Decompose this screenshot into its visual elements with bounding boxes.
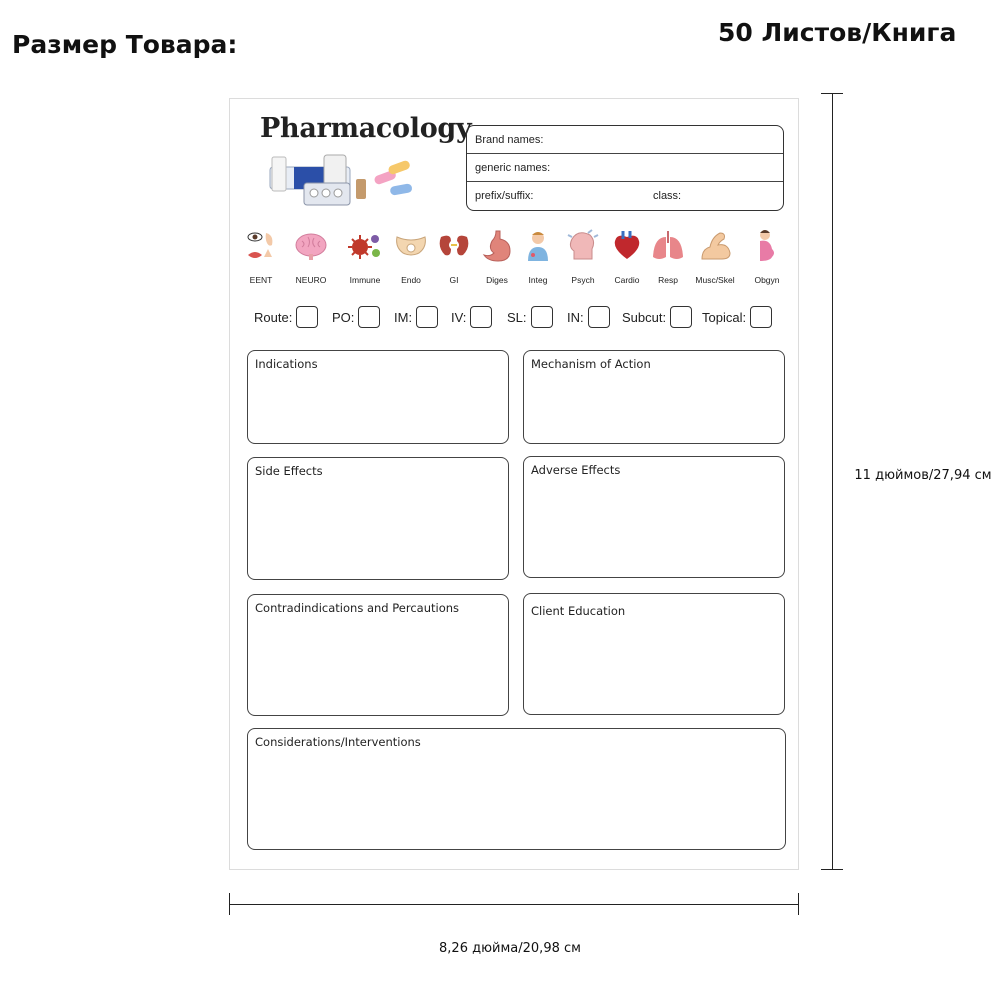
arm-muscle-icon	[698, 229, 732, 263]
body-systems-row	[230, 229, 798, 293]
system-eent	[233, 229, 289, 285]
medicine-illustration-icon	[264, 149, 424, 213]
prefix-suffix-label: prefix/suffix:	[475, 190, 534, 202]
adverse-effects-box[interactable]	[523, 456, 785, 578]
mechanism-box[interactable]	[523, 350, 785, 444]
system-label: Integ	[528, 275, 548, 285]
width-dimension-cap-left	[229, 893, 230, 915]
height-dimension-label: 11 дюймов/27,94 см	[854, 468, 992, 483]
system-label: Musc/Skel	[695, 275, 735, 285]
width-dimension-cap-right	[798, 893, 799, 915]
system-obgyn	[739, 229, 795, 285]
route-checkbox[interactable]	[296, 306, 318, 328]
pelvis-icon	[394, 229, 428, 263]
route-label: IM:	[394, 309, 413, 325]
height-dimension-cap-top	[821, 93, 843, 94]
contraindications-box[interactable]	[247, 594, 509, 716]
generic-names-field[interactable]	[467, 154, 783, 182]
system-label: EENT	[249, 275, 273, 285]
route-label: SL:	[507, 309, 527, 325]
route-subcut	[622, 305, 692, 329]
brand-names-label: Brand names:	[475, 134, 544, 146]
brand-names-field[interactable]	[467, 126, 783, 154]
route-im	[394, 305, 438, 329]
client-education-label: Client Education	[531, 604, 626, 618]
brain-icon	[294, 229, 328, 263]
system-neuro	[283, 229, 339, 285]
system-musc-skel	[687, 229, 743, 285]
route-label: IV:	[451, 309, 467, 325]
system-label: Resp	[658, 275, 678, 285]
eent-icon	[244, 229, 278, 263]
class-label: class:	[653, 190, 682, 202]
iv-checkbox[interactable]	[470, 306, 492, 328]
generic-names-label: generic names:	[475, 162, 551, 174]
route-topical	[702, 305, 772, 329]
indications-label: Indications	[255, 357, 318, 371]
adverse-effects-label: Adverse Effects	[531, 463, 621, 477]
system-label: GI	[449, 275, 459, 285]
product-size-title: Размер Товара:	[12, 30, 238, 59]
route-label: Topical:	[702, 309, 747, 325]
system-label: Diges	[486, 275, 508, 285]
route-label: IN:	[567, 309, 584, 325]
topical-checkbox[interactable]	[750, 306, 772, 328]
system-label: Immune	[349, 275, 381, 285]
width-dimension-line	[229, 904, 799, 905]
contraindications-label: Contradindications and Percautions	[255, 601, 460, 615]
pharmacology-sheet	[229, 98, 799, 870]
system-label: Cardio	[614, 275, 640, 285]
route-route	[254, 305, 318, 329]
sheets-per-book-title: 50 Листов/Книга	[718, 18, 957, 47]
mechanism-label: Mechanism of Action	[531, 357, 651, 371]
system-label: Psych	[571, 275, 595, 285]
system-label: NEURO	[295, 275, 327, 285]
considerations-label: Considerations/Interventions	[255, 735, 421, 749]
pregnant-icon	[750, 229, 784, 263]
route-label: Subcut:	[622, 309, 667, 325]
route-label: Route:	[254, 309, 293, 325]
im-checkbox[interactable]	[416, 306, 438, 328]
client-education-box[interactable]	[523, 593, 785, 715]
po-checkbox[interactable]	[358, 306, 380, 328]
height-dimension-cap-bottom	[821, 869, 843, 870]
lungs-icon	[651, 229, 685, 263]
indications-box[interactable]	[247, 350, 509, 444]
in-checkbox[interactable]	[588, 306, 610, 328]
width-dimension-label: 8,26 дюйма/20,98 см	[439, 941, 581, 956]
route-iv	[451, 305, 492, 329]
heart-icon	[610, 229, 644, 263]
stomach-icon	[480, 229, 514, 263]
side-effects-box[interactable]	[247, 457, 509, 580]
kidney-icon	[437, 229, 471, 263]
sl-checkbox[interactable]	[531, 306, 553, 328]
system-label: Obgyn	[754, 275, 780, 285]
sheet-title: Pharmacology	[260, 113, 472, 144]
system-label: Endo	[401, 275, 421, 285]
drug-name-box	[466, 125, 784, 211]
route-sl	[507, 305, 553, 329]
height-dimension-line	[832, 93, 833, 870]
side-effects-label: Side Effects	[255, 464, 323, 478]
route-po	[332, 305, 380, 329]
head-psych-icon	[566, 229, 600, 263]
immune-icon	[348, 229, 382, 263]
subcut-checkbox[interactable]	[670, 306, 692, 328]
route-in	[567, 305, 610, 329]
doctor-icon	[521, 229, 555, 263]
prefix-suffix-field[interactable]	[467, 182, 783, 210]
route-row	[254, 305, 784, 329]
route-label: PO:	[332, 309, 355, 325]
considerations-box[interactable]	[247, 728, 786, 850]
